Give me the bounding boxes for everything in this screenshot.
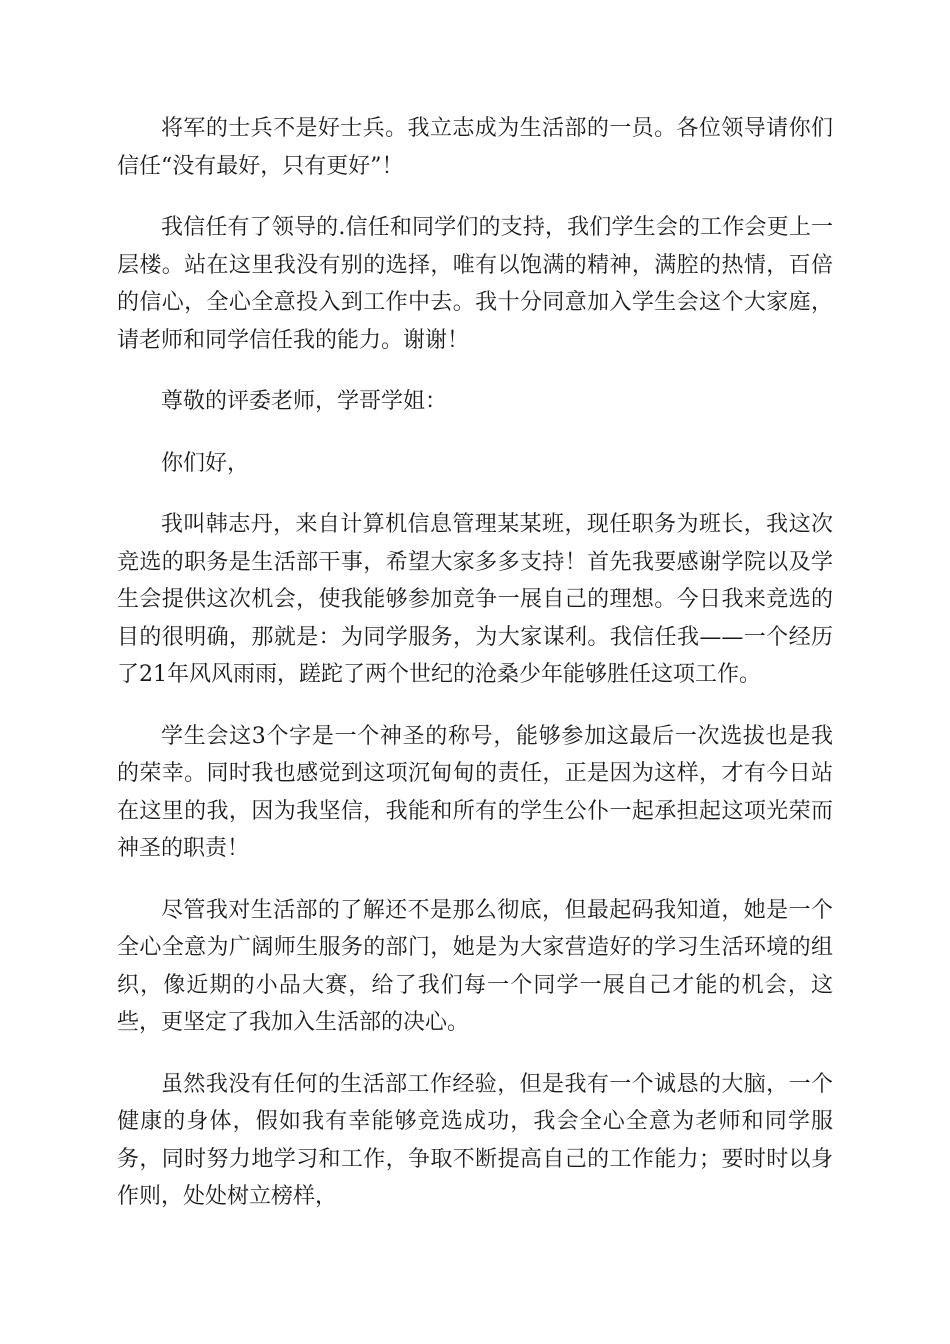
paragraph-4: 你们好，	[161, 450, 250, 476]
paragraph-6: 学生会这3个字是一个神圣的称号，能够参加这最后一次选拔也是我的荣幸。同时我也感觉到这项沉甸甸的责任，正是因为这样，才有今日站在这里的我，因为我坚信，我能和所有的学生公仆一起承担起这项光荣而神圣的职责！	[117, 723, 833, 861]
paragraph-5: 我叫韩志丹，来自计算机信息管理某某班，现任职务为班长，我这次竞选的职务是生活部干事，希望大家多多支持！首先我要感谢学院以及学生会提供这次机会，使我能够参加竞争一展自己的理想。今日我来竞选的目的很明确，那就是：为同学服务，为大家谋利。我信任我——一个经历了21年风风雨雨，蹉跎了两个世纪的沧桑少年能够胜任这项工作。	[117, 512, 833, 687]
paragraph-1: 将军的士兵不是好士兵。我立志成为生活部的一员。各位领导请你们信任“没有最好，只有更好”！	[117, 116, 833, 179]
paragraph-3: 尊敬的评委老师，学哥学姐：	[161, 389, 448, 414]
paragraph-8: 虽然我没有任何的生活部工作经验，但是我有一个诚恳的大脑，一个健康的身体，假如我有幸能够竞选成功，我会全心全意为老师和同学服务，同时努力地学习和工作，争取不断提高自己的工作能力；要时时以身作则，处处树立榜样，	[117, 1071, 833, 1209]
paragraph-2: 我信任有了领导的.信任和同学们的支持，我们学生会的工作会更上一层楼。站在这里我没有别的选择，唯有以饱满的精神，满腔的热情，百倍的信心，全心全意投入到工作中去。我十分同意加入学生会这个大家庭，请老师和同学信任我的能力。谢谢！	[117, 215, 833, 353]
document-page	[117, 110, 833, 1240]
paragraph-7: 尽管我对生活部的了解还不是那么彻底，但最起码我知道，她是一个全心全意为广阔师生服务的部门，她是为大家营造好的学习生活环境的组织，像近期的小品大赛，给了我们每一个同学一展自己才能的机会，这些，更坚定了我加入生活部的决心。	[117, 897, 833, 1035]
